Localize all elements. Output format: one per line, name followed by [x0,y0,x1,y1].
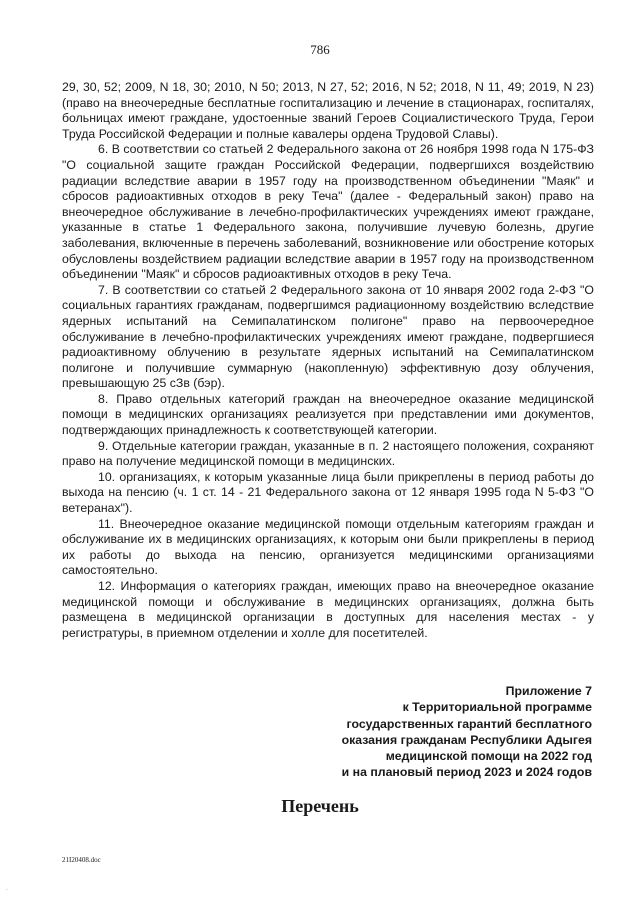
paragraph-11: 11. Внеочередное оказание медицинской помощи отдельным категориям граждан и обслуживание их в медицинских организациях, к которым они были прикреплены в период их работы до выхода на пенсию, организуется медицинскими организациями самостоятельно. [62,516,594,578]
appendix-line: Приложение 7 [505,684,592,698]
paragraph-7: 7. В соответствии со статьей 2 Федерального закона от 10 января 2002 года 2-ФЗ "О социальных гарантиях гражданам, подвергшимся радиационному воздействию вследствие ядерных испытаний на Семипалатинском полигоне" право на первоочередное обслуживание в лечебно-профилактических учреждениях имеют граждане, подвергшиеся радиоактивному облучению в результате ядерных испытаний на Семипалатинском полигоне и получившие суммарную (накопленную) эффективную дозу облучения, превышающую 25 сЗв (бэр). [62,282,594,391]
appendix-line: медицинской помощи на 2022 год [385,749,592,764]
page-number: 786 [310,42,330,57]
appendix-header [300,683,592,781]
paragraph-9: 9. Отдельные категории граждан, указанные в п. 2 настоящего положения, сохраняют право на получение медицинской помощи в медицинских. [62,438,594,469]
paragraph-continuation: 29, 30, 52; 2009, N 18, 30; 2010, N 50; 2013, N 27, 52; 2016, N 52; 2018, N 11, 49; 2019, N 23) (право на внеочередные бесплатные госпитализацию и лечение в стационарах, госпиталях, больницах имеют граждане, удостоенные званий Героев Социалистического Труда, Герои Труда Российской Федерации и полные кавалеры ордена Трудовой Славы). [62,80,594,141]
appendix-line: к Территориальной программе [402,700,592,715]
margin-mark: . [6,885,8,892]
footer-file-code: 21I20408.doc [62,856,101,864]
appendix-line: государственных гарантий бесплатного [346,716,592,731]
document-body [62,80,594,641]
section-heading: Перечень [281,796,359,816]
appendix-line: и на плановый период 2023 и 2024 годов [341,765,592,780]
paragraph-10: 10. организациях, к которым указанные лица были прикреплены в период работы до выхода на пенсию (ч. 1 ст. 14 - 21 Федерального закона от 12 января 1995 года N 5-ФЗ "О ветеранах"). [62,469,594,516]
paragraph-8: 8. Право отдельных категорий граждан на внеочередное оказание медицинской помощи в медицинских организациях реализуется при представлении ими документов, подтверждающих принадлежность к соответствующей категории. [62,391,594,438]
paragraph-12: 12. Информация о категориях граждан, имеющих право на внеочередное оказание медицинской помощи и обслуживание в медицинских организациях, должна быть размещена в медицинской организации в доступных для населения местах - у регистратуры, в приемном отделении и холле для посетителей. [62,579,594,640]
paragraph-6: 6. В соответствии со статьей 2 Федерального закона от 26 ноября 1998 года N 175-ФЗ "О социальной защите граждан Российской Федерации, подвергшихся воздействию радиации вследствие аварии в 1957 году на производственном объединении "Маяк" и сбросов радиоактивных отходов в реку Теча" (далее - Федеральный закон) право на внеочередное обслуживание в лечебно-профилактических учреждениях имеют граждане, указанные в статье 1 Федерального закона, получившие лучевую болезнь, другие заболевания, включенные в перечень заболеваний, возникновение или обострение которых обусловлены воздействием радиации вследствие аварии в 1957 году на производственном объединении "Маяк" и сбросов радиоактивных отходов в реку Теча. [62,142,594,282]
appendix-line: оказания гражданам Республики Адыгея [341,732,592,747]
